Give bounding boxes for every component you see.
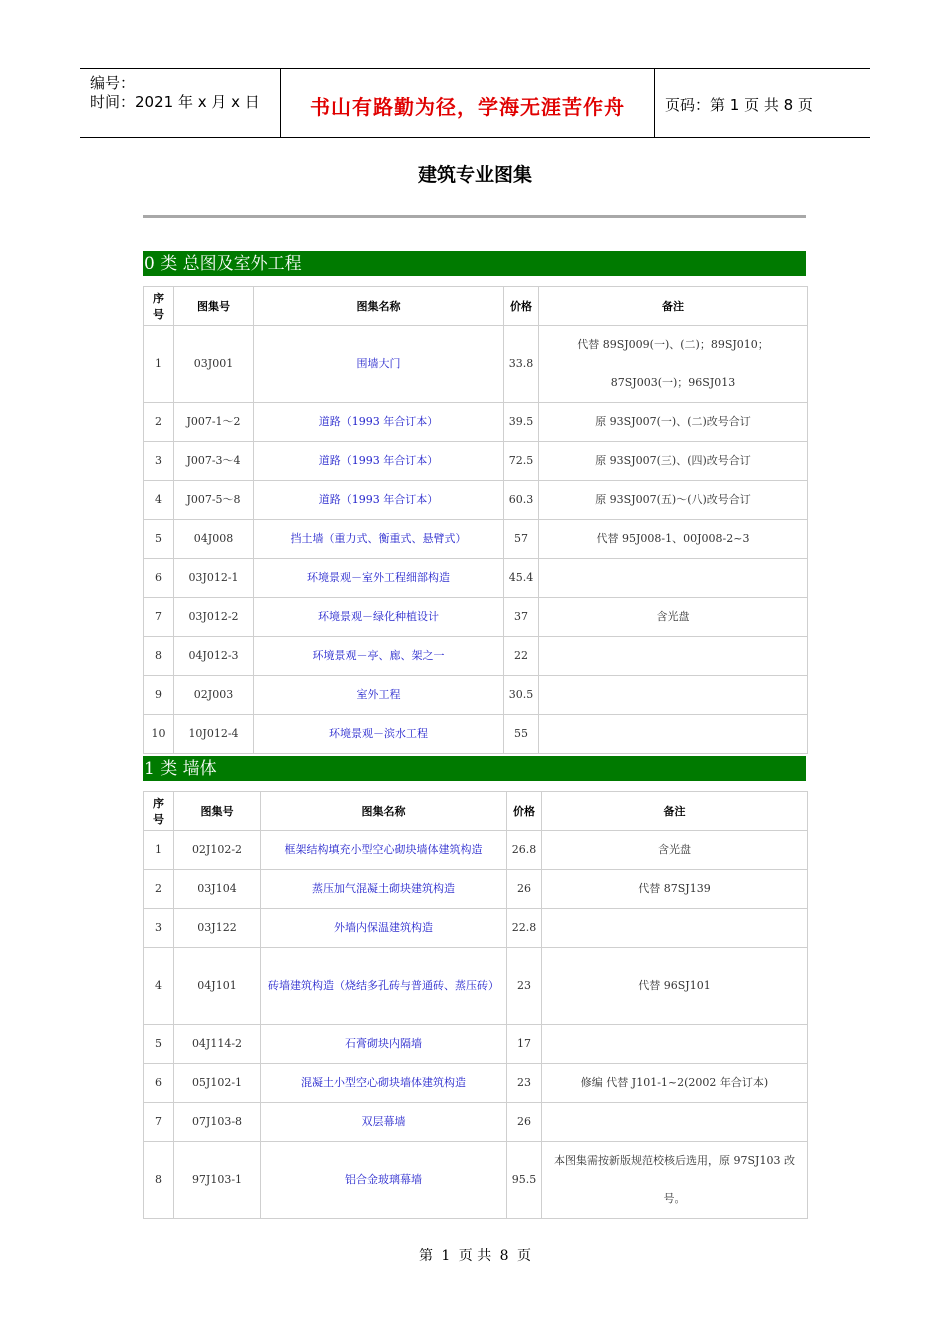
row-note (539, 559, 808, 598)
table-row (144, 909, 808, 948)
col-header-note: 备注 (542, 792, 808, 831)
row-name-link[interactable]: 环境景观－滨水工程 (254, 715, 504, 754)
row-name-link[interactable]: 道路（1993 年合订本） (254, 403, 504, 442)
row-no: 1 (144, 326, 174, 403)
row-price: 33.8 (504, 326, 539, 403)
col-header-note: 备注 (539, 287, 808, 326)
row-code: 02J003 (174, 676, 254, 715)
row-code: 05J102-1 (174, 1064, 261, 1103)
row-price: 17 (507, 1025, 542, 1064)
header-page-cell (654, 69, 871, 137)
table-row (144, 1142, 808, 1219)
row-no: 4 (144, 481, 174, 520)
header-meta-cell (80, 69, 281, 137)
page-footer (0, 1245, 950, 1265)
row-code: 04J101 (174, 948, 261, 1025)
row-price: 55 (504, 715, 539, 754)
table-row (144, 676, 808, 715)
row-price: 30.5 (504, 676, 539, 715)
row-name-link[interactable]: 道路（1993 年合订本） (254, 481, 504, 520)
row-code: 97J103-1 (174, 1142, 261, 1219)
row-price: 23 (507, 948, 542, 1025)
footer-mid: 页 共 (458, 1248, 492, 1264)
row-note: 原 93SJ007(三)、(四)改号合订 (539, 442, 808, 481)
row-price: 57 (504, 520, 539, 559)
row-price: 22 (504, 637, 539, 676)
row-no: 4 (144, 948, 174, 1025)
row-code: 03J122 (174, 909, 261, 948)
row-note: 修编 代替 J101-1~2(2002 年合订本) (542, 1064, 808, 1103)
row-note: 原 93SJ007(五)～(八)改号合订 (539, 481, 808, 520)
row-no: 5 (144, 520, 174, 559)
row-code: 03J104 (174, 870, 261, 909)
row-name-link[interactable]: 蒸压加气混凝土砌块建筑构造 (261, 870, 507, 909)
row-code: 04J114-2 (174, 1025, 261, 1064)
row-no: 7 (144, 598, 174, 637)
table-row (144, 403, 808, 442)
table-row (144, 559, 808, 598)
col-header-no: 序号 (144, 287, 174, 326)
catalog-table-1 (143, 791, 808, 1219)
row-code: 03J012-2 (174, 598, 254, 637)
header-motto-cell (281, 69, 654, 137)
row-name-link[interactable]: 框架结构填充小型空心砌块墙体建筑构造 (261, 831, 507, 870)
row-name-link[interactable]: 道路（1993 年合订本） (254, 442, 504, 481)
row-note: 代替 95J008-1、00J008-2~3 (539, 520, 808, 559)
row-note: 代替 96SJ101 (542, 948, 808, 1025)
row-price: 22.8 (507, 909, 542, 948)
col-header-price: 价格 (504, 287, 539, 326)
row-name-link[interactable]: 挡土墙（重力式、衡重式、悬臂式） (254, 520, 504, 559)
row-note: 含光盘 (542, 831, 808, 870)
footer-total: 8 (499, 1248, 509, 1264)
row-no: 1 (144, 831, 174, 870)
row-code: 04J012-3 (174, 637, 254, 676)
row-no: 3 (144, 442, 174, 481)
row-price: 45.4 (504, 559, 539, 598)
row-price: 23 (507, 1064, 542, 1103)
row-note: 原 93SJ007(一)、(二)改号合订 (539, 403, 808, 442)
col-header-code: 图集号 (174, 792, 261, 831)
row-no: 5 (144, 1025, 174, 1064)
row-code: 02J102-2 (174, 831, 261, 870)
footer-prefix: 第 (418, 1248, 433, 1264)
row-name-link[interactable]: 石膏砌块内隔墙 (261, 1025, 507, 1064)
page-number-label: 页码：第 1 页 共 8 页 (665, 96, 813, 114)
row-note (542, 909, 808, 948)
table-header-row (144, 287, 808, 326)
row-code: 07J103-8 (174, 1103, 261, 1142)
table-row (144, 831, 808, 870)
row-note (539, 715, 808, 754)
row-no: 8 (144, 637, 174, 676)
col-header-price: 价格 (507, 792, 542, 831)
row-name-link[interactable]: 环境景观－绿化种植设计 (254, 598, 504, 637)
row-code: 03J001 (174, 326, 254, 403)
row-code: 03J012-1 (174, 559, 254, 598)
row-no: 7 (144, 1103, 174, 1142)
row-code: J007-5～8 (174, 481, 254, 520)
row-price: 60.3 (504, 481, 539, 520)
row-code: 04J008 (174, 520, 254, 559)
section-title-0: 0 类 总图及室外工程 (143, 251, 806, 276)
table-header-row (144, 792, 808, 831)
table-row (144, 1103, 808, 1142)
col-header-no: 序号 (144, 792, 174, 831)
row-code: J007-1～2 (174, 403, 254, 442)
date-label: 时间：2021 年 x 月 x 日 (90, 93, 260, 111)
catalog-table-0 (143, 286, 808, 754)
row-no: 10 (144, 715, 174, 754)
row-code: J007-3～4 (174, 442, 254, 481)
row-no: 2 (144, 403, 174, 442)
table-row (144, 598, 808, 637)
footer-page: 1 (441, 1248, 451, 1264)
table-row (144, 948, 808, 1025)
row-note: 本图集需按新版规范校核后选用，原 97SJ103 改号。 (542, 1142, 808, 1219)
motto-text: 书山有路勤为径，学海无涯苦作舟 (310, 94, 625, 119)
col-header-name: 图集名称 (261, 792, 507, 831)
footer-suffix: 页 (517, 1248, 532, 1264)
row-no: 9 (144, 676, 174, 715)
row-code: 10J012-4 (174, 715, 254, 754)
page-header (80, 68, 870, 138)
row-price: 26.8 (507, 831, 542, 870)
table-row (144, 326, 808, 403)
title-divider (143, 215, 806, 218)
row-note: 代替 87SJ139 (542, 870, 808, 909)
row-name-link[interactable]: 双层幕墙 (261, 1103, 507, 1142)
row-no: 6 (144, 559, 174, 598)
row-no: 8 (144, 1142, 174, 1219)
row-price: 95.5 (507, 1142, 542, 1219)
row-no: 6 (144, 1064, 174, 1103)
table-row (144, 442, 808, 481)
col-header-name: 图集名称 (254, 287, 504, 326)
col-header-code: 图集号 (174, 287, 254, 326)
document-title: 建筑专业图集 (417, 164, 532, 186)
table-row (144, 481, 808, 520)
table-row (144, 1064, 808, 1103)
row-price: 72.5 (504, 442, 539, 481)
row-name-link[interactable]: 环境景观－亭、廊、架之一 (254, 637, 504, 676)
row-note: 代替 89SJ009(一)、(二)；89SJ010；87SJ003(一)；96SJ013 (539, 326, 808, 403)
table-row (144, 520, 808, 559)
row-name-link[interactable]: 外墙内保温建筑构造 (261, 909, 507, 948)
row-price: 39.5 (504, 403, 539, 442)
row-name-link[interactable]: 砖墙建筑构造（烧结多孔砖与普通砖、蒸压砖） (261, 948, 507, 1025)
table-row (144, 870, 808, 909)
row-no: 2 (144, 870, 174, 909)
section-title-1: 1 类 墙体 (143, 756, 806, 781)
row-name-link[interactable]: 围墙大门 (254, 326, 504, 403)
row-price: 26 (507, 870, 542, 909)
row-name-link[interactable]: 环境景观－室外工程细部构造 (254, 559, 504, 598)
row-note (542, 1025, 808, 1064)
row-price: 37 (504, 598, 539, 637)
row-note (539, 637, 808, 676)
row-name-link[interactable]: 混凝土小型空心砌块墙体建筑构造 (261, 1064, 507, 1103)
row-name-link[interactable]: 室外工程 (254, 676, 504, 715)
table-row (144, 637, 808, 676)
serial-label: 编号： (90, 74, 136, 92)
table-row (144, 1025, 808, 1064)
row-name-link[interactable]: 铝合金玻璃幕墙 (261, 1142, 507, 1219)
row-note: 含光盘 (539, 598, 808, 637)
row-price: 26 (507, 1103, 542, 1142)
table-row (144, 715, 808, 754)
row-note (542, 1103, 808, 1142)
row-note (539, 676, 808, 715)
row-no: 3 (144, 909, 174, 948)
